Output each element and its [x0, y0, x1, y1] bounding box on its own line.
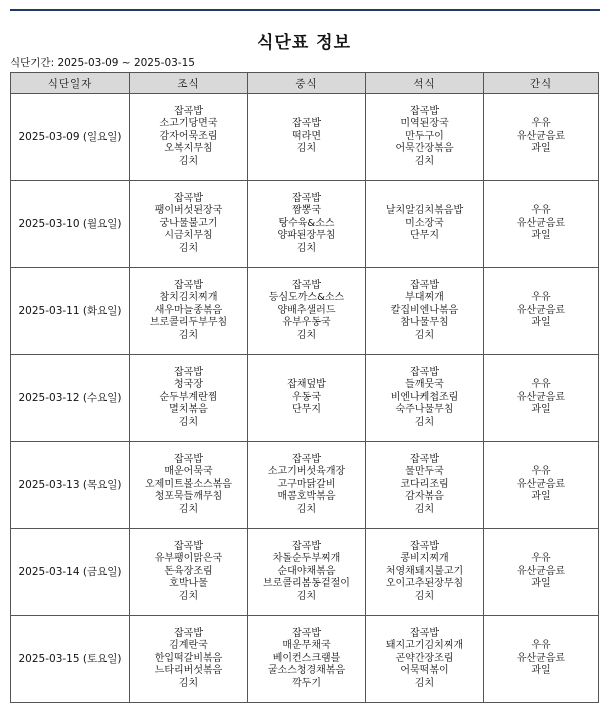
breakfast-cell: [130, 94, 248, 181]
lunch-cell: [248, 442, 366, 529]
breakfast-menu-item: 오복지무침: [164, 143, 213, 155]
breakfast-menu-item: 청포묵들깨무침: [154, 491, 223, 503]
dinner-menu-item: 잡곡밥: [410, 366, 439, 378]
meal-date-cell: 2025-03-11 (화요일): [11, 268, 130, 355]
page-title: 식단표 정보: [256, 33, 352, 53]
dinner-menu-item: 물만두국: [405, 466, 444, 478]
header-breakfast: 조식: [130, 73, 248, 94]
breakfast-menu-item: 브로콜리두부무침: [149, 317, 228, 329]
lunch-menu-item: 등심도까스&소스: [268, 292, 345, 304]
breakfast-menu-item: 오제미트볼소스볶음: [145, 478, 232, 490]
snack-menu-item: 유산균음료: [516, 652, 566, 664]
dinner-menu-item: 김치: [414, 155, 435, 167]
breakfast-cell: [130, 181, 248, 268]
dinner-menu-item: 처영채돼지불고기: [385, 565, 464, 577]
table-row: [11, 181, 599, 268]
dinner-cell: [366, 616, 484, 703]
breakfast-menu-item: 잡곡밥: [174, 105, 203, 117]
dinner-menu-item: 김치: [414, 590, 435, 602]
dinner-menu-item: 미역된장국: [400, 118, 449, 130]
meal-table: [10, 72, 599, 703]
breakfast-menu-item: 김치: [178, 590, 199, 602]
breakfast-menu-item: 잡곡밥: [174, 627, 203, 639]
breakfast-cell: [130, 442, 248, 529]
lunch-menu-item: 떡라면: [292, 130, 321, 142]
lunch-menu-item: 김치: [296, 503, 317, 515]
header-date: 식단일자: [11, 73, 130, 94]
table-row: [11, 529, 599, 616]
snack-menu-item: 유산균음료: [516, 391, 566, 403]
lunch-menu-item: 단무지: [292, 404, 321, 416]
lunch-menu-item: 깍두기: [292, 677, 321, 689]
lunch-menu-item: 잡곡밥: [292, 192, 321, 204]
breakfast-menu-item: 참치김치찌개: [159, 292, 218, 304]
table-header-row: [11, 73, 599, 94]
lunch-menu-item: 잡곡밥: [292, 279, 321, 291]
dinner-menu-item: 잡곡밥: [410, 279, 439, 291]
lunch-menu-item: 우동국: [292, 391, 321, 403]
lunch-menu-item: 소고기버섯육개장: [267, 466, 346, 478]
breakfast-menu-item: 김치: [178, 329, 199, 341]
lunch-menu-item: 매콤호박볶음: [277, 491, 336, 503]
dinner-menu-item: 만두구이: [405, 130, 444, 142]
snack-menu-item: 우유: [531, 640, 551, 652]
snack-menu-item: 과일: [531, 143, 551, 155]
breakfast-menu-item: 궁나물불고기: [159, 217, 218, 229]
meal-date-cell: 2025-03-13 (목요일): [11, 442, 130, 529]
lunch-menu-item: 양배추샐러드: [277, 304, 336, 316]
lunch-menu-item: 매운무채국: [282, 640, 331, 652]
snack-menu-item: 유산균음료: [516, 130, 566, 142]
lunch-menu-item: 양파된장무침: [277, 230, 336, 242]
breakfast-cell: [130, 355, 248, 442]
dinner-menu-item: 비엔나케첩조림: [390, 391, 459, 403]
lunch-menu-item: 브로콜리봄동겉절이: [263, 578, 350, 590]
breakfast-menu-item: 새우마늘종볶음: [154, 304, 223, 316]
lunch-cell: [248, 94, 366, 181]
dinner-cell: [366, 268, 484, 355]
dinner-menu-item: 숙주나물무침: [395, 404, 454, 416]
breakfast-menu-item: 유부팽이맑은국: [154, 553, 223, 565]
lunch-menu-item: 유부우동국: [282, 317, 331, 329]
dinner-menu-item: 잡곡밥: [410, 453, 439, 465]
lunch-menu-item: 잡곡밥: [292, 453, 321, 465]
dinner-cell: [366, 355, 484, 442]
lunch-menu-item: 짬뽕국: [292, 205, 321, 217]
snack-menu-item: 우유: [531, 379, 551, 391]
snack-menu-item: 우유: [531, 205, 551, 217]
dinner-menu-item: 곤약간장조림: [395, 652, 454, 664]
breakfast-menu-item: 잡곡밥: [174, 366, 203, 378]
header-lunch: 중식: [248, 73, 366, 94]
dinner-menu-item: 미소장국: [405, 217, 444, 229]
breakfast-menu-item: 김치: [178, 416, 199, 428]
breakfast-menu-item: 잡곡밥: [174, 279, 203, 291]
breakfast-menu-item: 김치: [178, 677, 199, 689]
snack-menu-item: 유산균음료: [516, 478, 566, 490]
lunch-cell: [248, 616, 366, 703]
dinner-menu-item: 코다리조림: [400, 478, 449, 490]
breakfast-menu-item: 감자어묵조림: [159, 130, 218, 142]
lunch-menu-item: 고구마닭갈비: [277, 478, 336, 490]
dinner-menu-item: 김치: [414, 503, 435, 515]
dinner-menu-item: 어묵떡볶이: [400, 665, 449, 677]
lunch-menu-item: 김치: [296, 329, 317, 341]
lunch-cell: [248, 529, 366, 616]
lunch-menu-item: 김치: [296, 143, 317, 155]
breakfast-menu-item: 팽이버섯된장국: [154, 205, 223, 217]
table-row: [11, 94, 599, 181]
dinner-menu-item: 단무지: [410, 230, 439, 242]
dinner-menu-item: 감자볶음: [405, 491, 444, 503]
breakfast-menu-item: 김치: [178, 242, 199, 254]
meal-period: 식단기간: 2025-03-09 ~ 2025-03-15: [10, 57, 195, 69]
lunch-menu-item: 차돌순두부찌개: [272, 553, 341, 565]
dinner-menu-item: 어묵간장볶음: [395, 143, 454, 155]
breakfast-menu-item: 한입떡갈비볶음: [154, 652, 223, 664]
lunch-menu-item: 김치: [296, 242, 317, 254]
breakfast-menu-item: 멸치볶음: [169, 404, 208, 416]
header-snack: 간식: [484, 73, 599, 94]
table-row: [11, 355, 599, 442]
snack-menu-item: 유산균음료: [516, 565, 566, 577]
dinner-menu-item: 날치알김치볶음밥: [385, 205, 464, 217]
breakfast-menu-item: 소고기당면국: [159, 118, 218, 130]
snack-menu-item: 우유: [531, 466, 551, 478]
snack-cell: [484, 529, 599, 616]
lunch-menu-item: 김치: [296, 590, 317, 602]
dinner-menu-item: 들깨뭇국: [405, 379, 444, 391]
lunch-menu-item: 탕수육&소스: [278, 217, 335, 229]
meal-date-cell: 2025-03-10 (월요일): [11, 181, 130, 268]
snack-cell: [484, 181, 599, 268]
dinner-cell: [366, 442, 484, 529]
snack-menu-item: 유산균음료: [516, 304, 566, 316]
lunch-menu-item: 잡채덮밥: [287, 379, 326, 391]
snack-menu-item: 과일: [531, 230, 551, 242]
dinner-menu-item: 칼집비엔나볶음: [390, 304, 459, 316]
breakfast-menu-item: 김치: [178, 503, 199, 515]
dinner-menu-item: 잡곡밥: [410, 627, 439, 639]
snack-menu-item: 과일: [531, 491, 551, 503]
snack-menu-item: 과일: [531, 578, 551, 590]
lunch-menu-item: 잡곡밥: [292, 627, 321, 639]
lunch-cell: [248, 181, 366, 268]
lunch-cell: [248, 268, 366, 355]
snack-menu-item: 유산균음료: [516, 217, 566, 229]
breakfast-cell: [130, 616, 248, 703]
table-row: [11, 616, 599, 703]
breakfast-menu-item: 매운어묵국: [164, 466, 213, 478]
snack-menu-item: 우유: [531, 118, 551, 130]
dinner-menu-item: 잡곡밥: [410, 105, 439, 117]
snack-cell: [484, 442, 599, 529]
breakfast-menu-item: 느타리버섯볶음: [154, 665, 223, 677]
lunch-cell: [248, 355, 366, 442]
lunch-menu-item: 베이컨스크램블: [272, 652, 341, 664]
snack-cell: [484, 616, 599, 703]
breakfast-cell: [130, 529, 248, 616]
dinner-menu-item: 오이고추된장무침: [385, 578, 464, 590]
dinner-menu-item: 김치: [414, 416, 435, 428]
breakfast-menu-item: 잡곡밥: [174, 192, 203, 204]
header-dinner: 석식: [366, 73, 484, 94]
meal-date-cell: 2025-03-12 (수요일): [11, 355, 130, 442]
lunch-menu-item: 순대야채볶음: [277, 565, 336, 577]
lunch-menu-item: 잡곡밥: [292, 540, 321, 552]
breakfast-menu-item: 호박나물: [169, 578, 208, 590]
breakfast-menu-item: 돈육장조림: [164, 565, 213, 577]
dinner-cell: [366, 94, 484, 181]
dinner-menu-item: 돼지고기김치찌개: [385, 640, 464, 652]
breakfast-menu-item: 잡곡밥: [174, 453, 203, 465]
snack-menu-item: 과일: [531, 665, 551, 677]
dinner-menu-item: 부대찌개: [405, 292, 444, 304]
breakfast-cell: [130, 268, 248, 355]
table-row: [11, 268, 599, 355]
snack-cell: [484, 355, 599, 442]
snack-cell: [484, 94, 599, 181]
breakfast-menu-item: 청국장: [174, 379, 203, 391]
table-row: [11, 442, 599, 529]
dinner-menu-item: 콩비지찌개: [400, 553, 449, 565]
meal-date-cell: 2025-03-14 (금요일): [11, 529, 130, 616]
snack-menu-item: 우유: [531, 292, 551, 304]
lunch-menu-item: 굴소스청경채볶음: [267, 665, 346, 677]
dinner-cell: [366, 529, 484, 616]
meal-table-body: [11, 94, 599, 703]
breakfast-menu-item: 김치: [178, 155, 199, 167]
lunch-menu-item: 잡곡밥: [292, 118, 321, 130]
dinner-cell: [366, 181, 484, 268]
breakfast-menu-item: 김계란국: [169, 640, 208, 652]
meal-date-cell: 2025-03-09 (일요일): [11, 94, 130, 181]
dinner-menu-item: 잡곡밥: [410, 540, 439, 552]
breakfast-menu-item: 잡곡밥: [174, 540, 203, 552]
meal-date-cell: 2025-03-15 (토요일): [11, 616, 130, 703]
dinner-menu-item: 김치: [414, 677, 435, 689]
snack-cell: [484, 268, 599, 355]
dinner-menu-item: 참나물무침: [400, 317, 449, 329]
dinner-menu-item: 김치: [414, 329, 435, 341]
breakfast-menu-item: 시금치무침: [164, 230, 213, 242]
snack-menu-item: 우유: [531, 553, 551, 565]
top-divider: [10, 9, 600, 11]
snack-menu-item: 과일: [531, 404, 551, 416]
breakfast-menu-item: 순두부계란찜: [159, 391, 218, 403]
snack-menu-item: 과일: [531, 317, 551, 329]
